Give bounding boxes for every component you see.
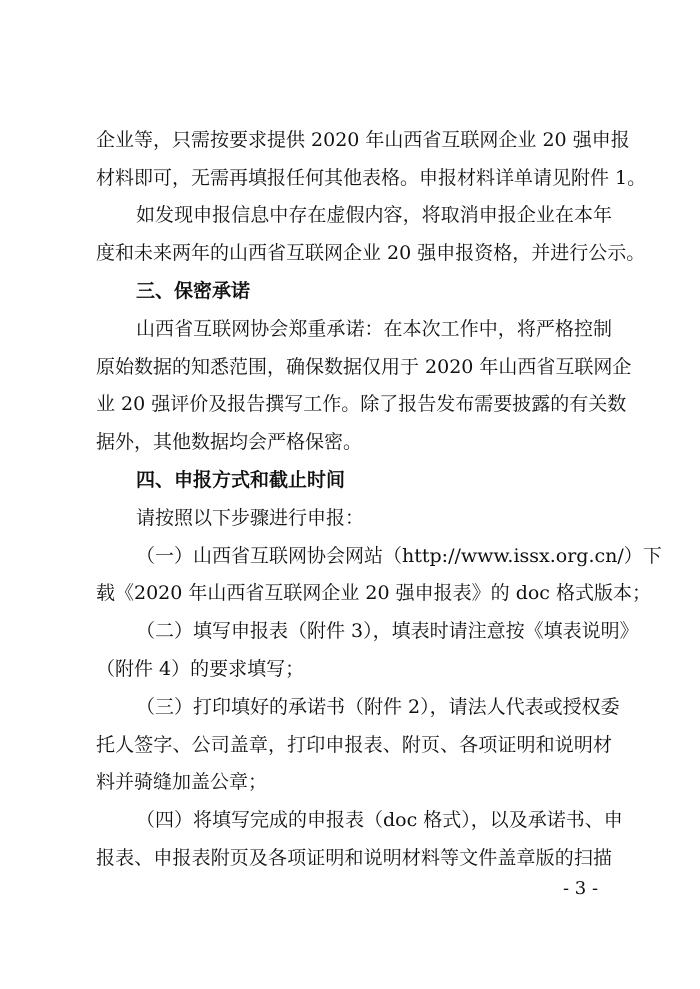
body-line-14: （二）填写申报表（附件 3），填表时请注意按《填表说明》 [136, 620, 639, 642]
body-line-18: 料并骑缝加盖公章； [96, 771, 268, 793]
body-line-6: 山西省互联网协会郑重承诺：在本次工作中，将严格控制 [136, 318, 612, 340]
body-line-16: （三）打印填好的承诺书（附件 2），请法人代表或授权委 [136, 696, 620, 718]
body-line-7: 原始数据的知悉范围，确保数据仅用于 2020 年山西省互联网企 [96, 356, 632, 378]
page-number: - 3 - [563, 878, 599, 899]
body-line-9: 据外，其他数据均会严格保密。 [96, 431, 363, 453]
body-line-17: 托人签字、公司盖章，打印申报表、附页、各项证明和说明材 [96, 734, 612, 756]
body-line-2: 材料即可，无需再填报任何其他表格。申报材料详单请见附件 1。 [96, 167, 647, 189]
body-line-8: 业 20 强评价及报告撰写工作。除了报告发布需要披露的有关数 [96, 393, 627, 415]
body-line-13: 载《2020 年山西省互联网企业 20 强申报表》的 doc 格式版本； [96, 582, 651, 604]
body-line-1: 企业等，只需按要求提供 2020 年山西省互联网企业 20 强申报 [96, 129, 630, 151]
body-line-3: 如发现申报信息中存在虚假内容，将取消申报企业在本年 [136, 204, 612, 226]
body-line-11: 请按照以下步骤进行申报： [136, 507, 365, 529]
body-line-20: 报表、申报表附页及各项证明和说明材料等文件盖章版的扫描 [96, 847, 612, 869]
body-line-12: （一）山西省互联网协会网站（http://www.issx.org.cn/）下 [136, 545, 662, 567]
section-heading-application-method: 四、申报方式和截止时间 [136, 469, 346, 491]
body-line-19: （四）将填写完成的申报表（doc 格式），以及承诺书、申 [136, 809, 623, 831]
body-line-15: （附件 4）的要求填写； [96, 658, 305, 680]
section-heading-confidentiality: 三、保密承诺 [136, 280, 251, 302]
body-line-4: 度和未来两年的山西省互联网企业 20 强申报资格，并进行公示。 [96, 242, 646, 264]
